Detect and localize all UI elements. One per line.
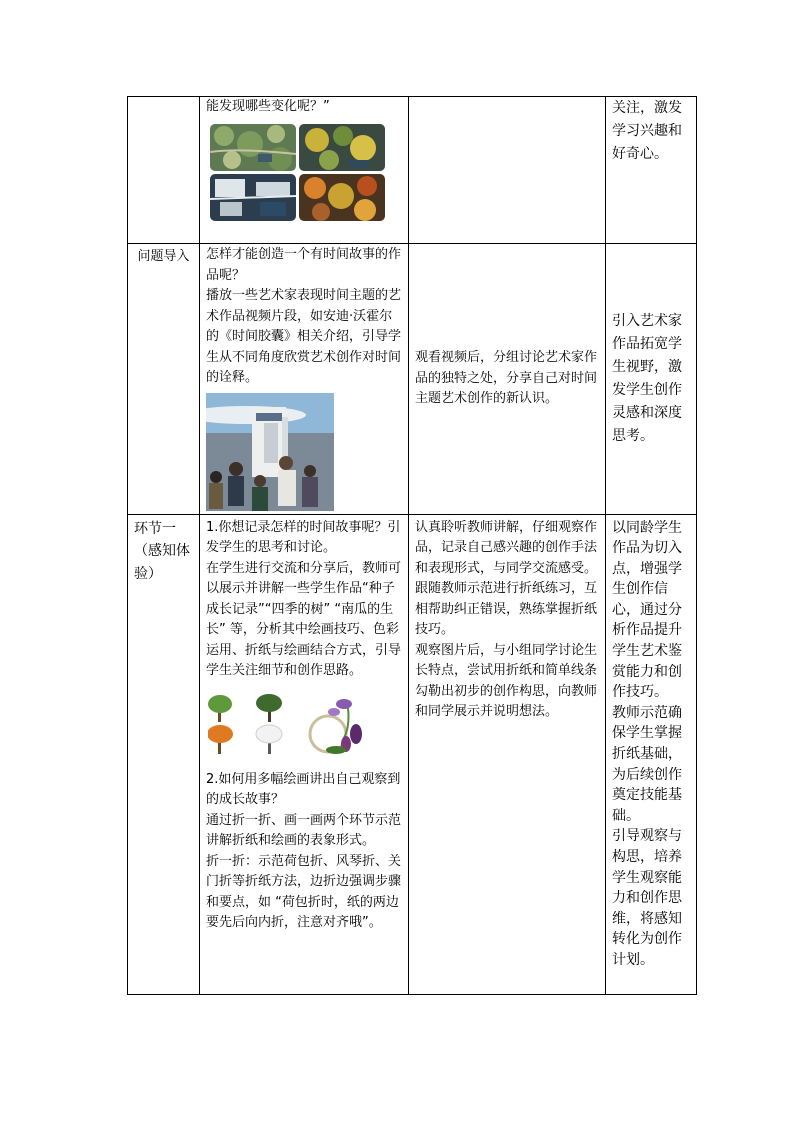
park-photo-spring [210,124,296,171]
season-photos [210,124,402,221]
activity-cell [409,97,606,244]
student-works-images [208,694,398,760]
intent-cell [606,244,697,515]
table-row [128,97,697,244]
park-photo-summer [299,124,385,171]
content-text: 能发现哪些变化呢？” [206,99,330,114]
activity-text: 观察图片后，与小组同学讨论生长特点，尝试用折纸和简单线条勾勒出初步的创作构思，向教师和同学展示并说明想法。 [415,642,598,719]
time-capsule-photo [206,393,334,511]
content-cell [200,514,409,994]
intent-text: 关注，激发学习兴趣和好奇心。 [612,100,682,162]
content-question: 1.你想记录怎样的时间故事呢？引发学生的思考和讨论。 [206,519,401,555]
park-photo-autumn [299,174,385,221]
content-question: 怎样才能创造一个有时间故事的作品呢？ [206,247,402,283]
activity-text: 认真聆听教师讲解，仔细观察作品，记录自己感兴趣的创作手法和表现形式，与同学交流感受。 [415,519,598,576]
content-text: 通过折一折、画一画两个环节示范讲解折纸和绘画的表象形式。 [206,812,402,848]
activity-cell [409,244,606,515]
content-text: 折一折：示范荷包折、风琴折、关门折等折纸方法，边折边强调步骤和要点，如 “荷包折时，纸的两边要先后向内折，注意对齐哦”。 [206,853,402,930]
table-row [128,514,697,994]
table-row [128,244,697,515]
stage-cell [128,244,200,515]
park-photo-winter [210,174,296,221]
activity-text: 跟随教师示范进行折纸练习，互相帮助纠正错误，熟练掌握折纸技巧。 [415,581,598,637]
intent-cell [606,97,697,244]
intent-text: 引导观察与构思，培养学生观察能力和创作思维，将感知转化为创作计划。 [612,828,682,968]
stage-cell [128,97,200,244]
content-cell [200,97,409,244]
content-text: 播放一些艺术家表现时间主题的艺术作品视频片段，如安迪·沃霍尔的《时间胶囊》相关介绍，引导学生从不同角度欣赏艺术创作对时间的诠释。 [206,288,402,385]
content-question: 2.如何用多幅绘画讲出自己观察到的成长故事？ [206,771,401,807]
intent-text: 引入艺术家作品拓宽学生视野，激发学生创作灵感和深度思考。 [612,312,682,444]
stage-cell [128,514,200,994]
intent-cell [606,514,697,994]
activity-text: 观看视频后，分组讨论艺术家作品的独特之处，分享自己对时间主题艺术创作的新认识。 [415,350,598,406]
stage-label: 环节一（感知体验） [134,520,190,582]
lesson-plan-table [127,96,697,995]
content-text: 在学生进行交流和分享后，教师可以展示并讲解一些学生作品“种子成长记录”“四季的树” “南瓜的生长” 等，分析其中绘画技巧、色彩运用、折纸与绘画结合方式，引导学生关注细节和创作思路。 [206,560,402,678]
intent-text: 以同龄学生作品为切入点，增强学生创作信心，通过分析作品提升学生艺术鉴赏能力和创作技巧。 [612,519,682,701]
activity-cell [409,514,606,994]
stage-label: 问题导入 [137,249,190,264]
content-cell [200,244,409,515]
intent-text: 教师示范确保学生掌握折纸基础，为后续创作奠定技能基础。 [612,704,682,824]
